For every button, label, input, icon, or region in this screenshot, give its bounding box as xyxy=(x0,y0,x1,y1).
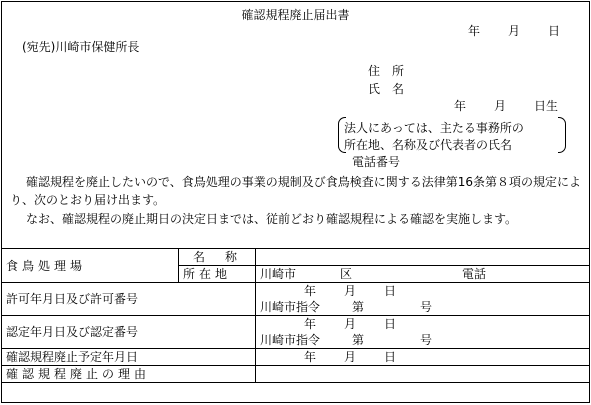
facility-label: 食鳥処理場 xyxy=(2,249,179,283)
corporation-note xyxy=(338,117,566,153)
body-paragraph-1: 確認規程を廃止したいので、食鳥処理の事業の規制及び食鳥検査に関する法律第16条第８項の規定により、次のとおり届け出ます。 xyxy=(10,175,582,207)
approval-value[interactable] xyxy=(256,316,590,349)
location-phone: 電話 xyxy=(462,267,487,281)
approval-prefix: 川崎市指令 xyxy=(260,333,321,347)
abolish-date-value[interactable] xyxy=(256,349,590,366)
details-table xyxy=(2,248,589,383)
birth-month: 月 xyxy=(494,99,507,113)
name-label: 氏 名 xyxy=(368,82,405,96)
approval-go: 号 xyxy=(420,333,433,347)
facility-location-value[interactable] xyxy=(256,266,590,283)
table-row xyxy=(2,283,589,316)
body-paragraph-2: なお、確認規程の廃止期日の決定日までは、従前どおり確認規程による確認を実施します。 xyxy=(26,212,518,226)
reason-label: 確認規程廃止の理由 xyxy=(2,366,256,383)
table-row xyxy=(2,349,589,366)
permit-go: 号 xyxy=(420,300,433,314)
phone-label: 電話番号 xyxy=(352,155,401,169)
permit-month: 月 xyxy=(344,284,357,298)
approval-month: 月 xyxy=(344,317,357,331)
submit-month: 月 xyxy=(508,24,521,38)
reason-value[interactable] xyxy=(256,366,590,383)
birth-day: 日生 xyxy=(534,99,559,113)
birth-year: 年 xyxy=(454,99,467,113)
form-title: 確認規程廃止届出書 xyxy=(241,8,350,22)
location-city: 川崎市 xyxy=(260,267,297,281)
birth-date xyxy=(454,99,558,113)
permit-day: 日 xyxy=(384,284,397,298)
submit-year: 年 xyxy=(468,24,481,38)
table-row xyxy=(2,316,589,349)
submit-date xyxy=(468,24,560,38)
permit-dai: 第 xyxy=(352,300,365,314)
facility-name-label: 名 称 xyxy=(179,249,256,266)
table-row xyxy=(2,249,589,266)
address-label: 住 所 xyxy=(368,64,405,78)
right-bracket xyxy=(558,117,566,153)
permit-prefix: 川崎市指令 xyxy=(260,300,321,314)
notification-form xyxy=(1,1,590,403)
approval-year: 年 xyxy=(304,317,317,331)
addressee: (宛先)川崎市保健所長 xyxy=(22,40,140,54)
abolish-year: 年 xyxy=(304,350,317,364)
location-ward: 区 xyxy=(340,267,353,281)
facility-name-value[interactable] xyxy=(256,249,590,266)
permit-value[interactable] xyxy=(256,283,590,316)
submit-day: 日 xyxy=(548,24,561,38)
approval-day: 日 xyxy=(384,317,397,331)
permit-label: 許可年月日及び許可番号 xyxy=(2,283,256,316)
abolish-date-label: 確認規程廃止予定年月日 xyxy=(2,349,256,366)
permit-year: 年 xyxy=(304,284,317,298)
corporation-note-line2: 所在地、名称及び代表者の氏名 xyxy=(344,138,513,152)
corporation-note-line1: 法人にあっては、主たる事務所の xyxy=(344,121,524,135)
abolish-day: 日 xyxy=(384,350,397,364)
table-row xyxy=(2,366,589,383)
approval-label: 認定年月日及び認定番号 xyxy=(2,316,256,349)
approval-dai: 第 xyxy=(352,333,365,347)
abolish-month: 月 xyxy=(344,350,357,364)
facility-location-label: 所在地 xyxy=(179,266,256,283)
